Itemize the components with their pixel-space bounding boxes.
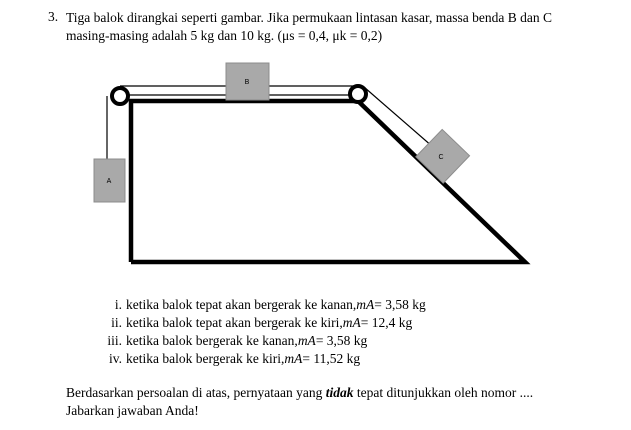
option-i [88, 296, 426, 314]
option-mass: mA [284, 351, 303, 366]
option-text: ketika balok tepat akan bergerak ke kiri, [126, 315, 343, 330]
question-line-2: masing-masing adalah 5 kg dan 10 kg. (μs = 0,4, μk = 0,2) [66, 28, 383, 43]
label-b: B [244, 79, 250, 86]
closing-part-1: Berdasarkan persoalan di atas, pernyataan yang [66, 385, 326, 400]
closing-line-2: Jabarkan jawaban Anda! [66, 403, 199, 418]
option-text: ketika balok bergerak ke kiri, [126, 351, 285, 366]
options-list [88, 296, 426, 368]
option-mass: mA [342, 315, 361, 330]
label-a: A [106, 178, 112, 185]
option-mass: mA [356, 297, 375, 312]
option-text: ketika balok tepat akan bergerak ke kanan, [126, 297, 357, 312]
option-value: = 11,52 kg [302, 351, 361, 366]
left-pulley [112, 88, 128, 104]
option-value: = 3,58 kg [374, 297, 426, 312]
option-iv [88, 350, 426, 368]
option-number: i. [114, 297, 122, 312]
option-value: = 12,4 kg [360, 315, 413, 330]
option-mass: mA [297, 333, 316, 348]
question-number: 3. [48, 9, 59, 24]
option-ii [88, 314, 426, 332]
option-number: iii. [107, 333, 122, 348]
label-c: C [438, 154, 444, 161]
option-iii [88, 332, 426, 350]
question-line-1: Tiga balok dirangkai seperti gambar. Jika permukaan lintasan kasar, massa benda B dan C [66, 10, 552, 25]
closing-emphasis: tidak [325, 385, 354, 400]
option-number: iv. [109, 351, 122, 366]
closing-part-2: tepat ditunjukkan oleh nomor .... [353, 385, 534, 400]
option-text: ketika balok bergerak ke kanan, [126, 333, 298, 348]
option-value: = 3,58 kg [315, 333, 368, 348]
closing-instruction [66, 384, 533, 420]
right-pulley [350, 86, 366, 102]
option-number: ii. [111, 315, 122, 330]
closing-line-1 [66, 384, 533, 402]
track-outline [131, 101, 525, 262]
